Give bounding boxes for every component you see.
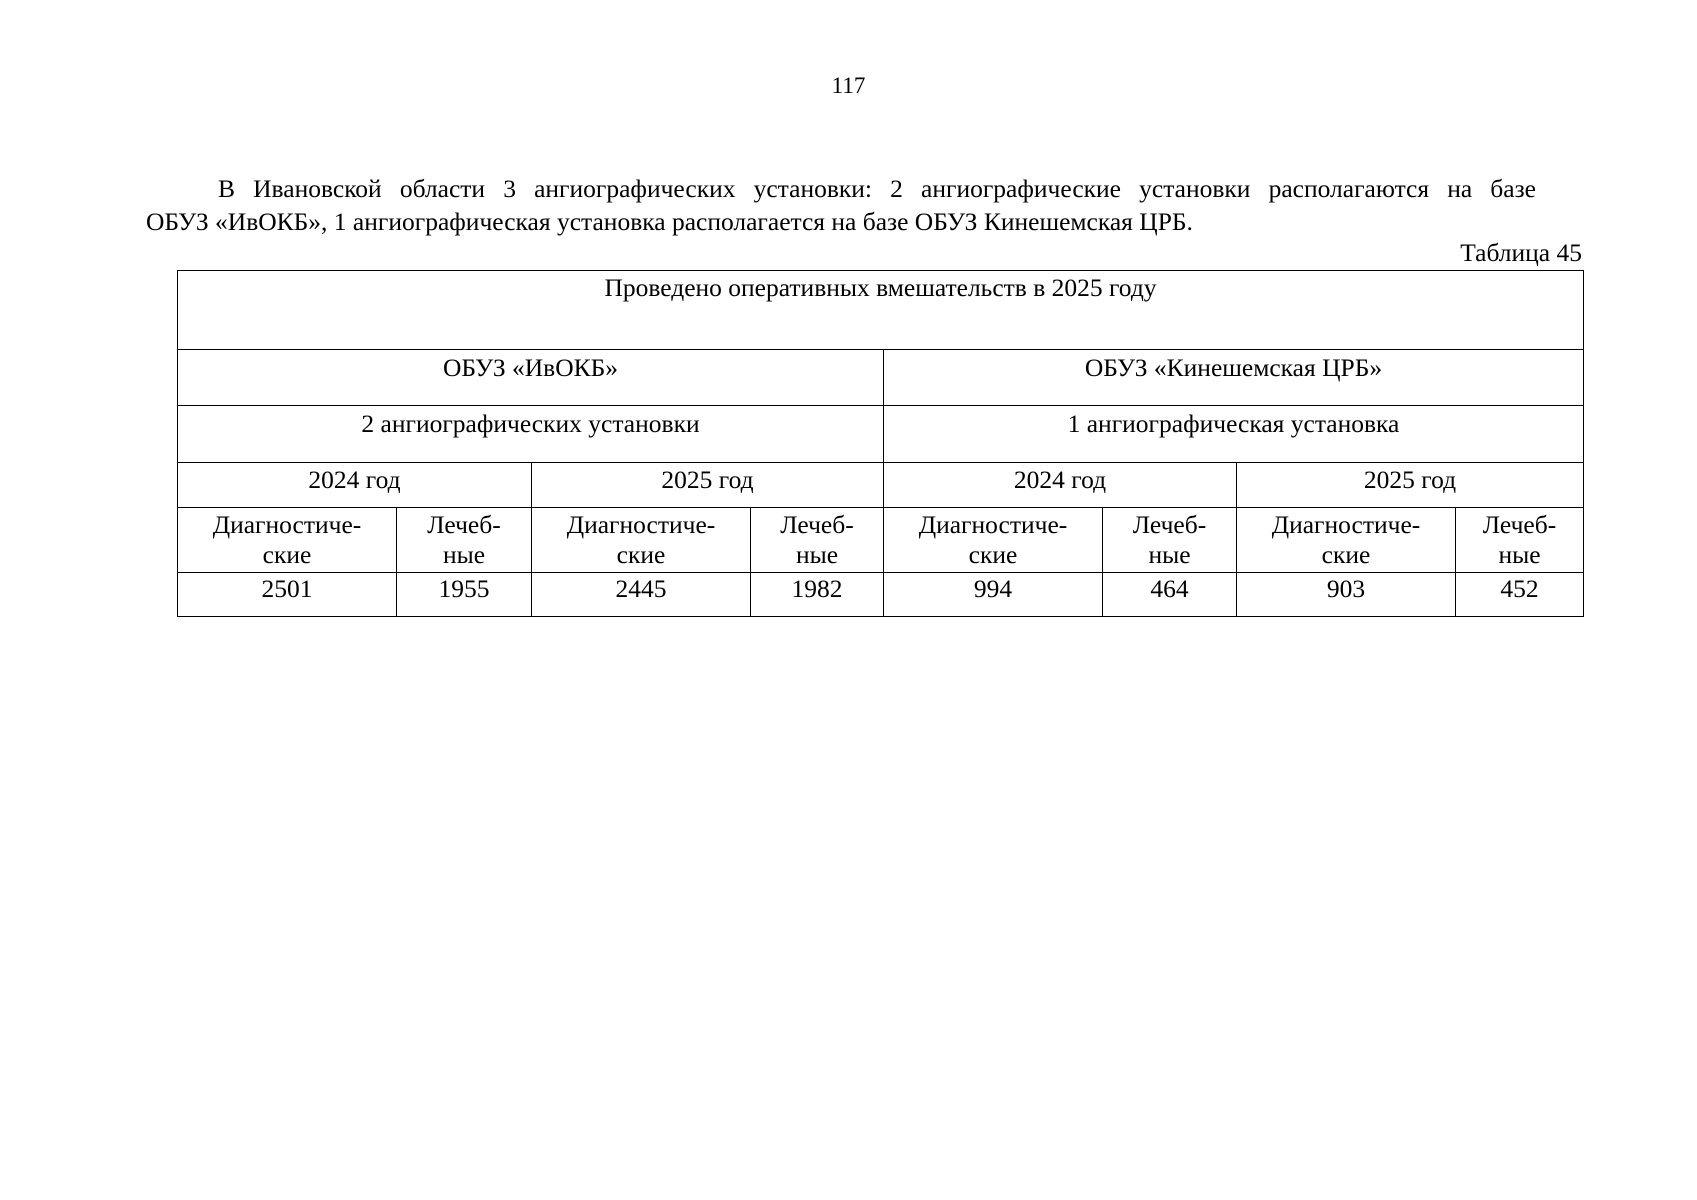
org-name-kineshma: ОБУЗ «Кинешемская ЦРБ»: [884, 350, 1584, 406]
value-cell: 1955: [397, 573, 532, 617]
header-line: Лечеб-: [1482, 510, 1557, 539]
header-line: ские: [968, 540, 1018, 569]
header-line: ские: [616, 540, 666, 569]
column-header-diagnostic: [884, 508, 1103, 573]
units-ivokb: 2 ангиографических установки: [178, 406, 884, 463]
value-cell: 994: [884, 573, 1103, 617]
value-cell: 2445: [532, 573, 751, 617]
column-header-diagnostic: [1237, 508, 1456, 573]
year-header: 2024 год: [178, 463, 532, 508]
header-line: Диагностиче-: [566, 510, 716, 539]
header-line: Диагностиче-: [918, 510, 1068, 539]
value-cell: 2501: [178, 573, 397, 617]
value-cell: 903: [1237, 573, 1456, 617]
column-header-therapeutic: [751, 508, 884, 573]
paragraph-line-2: ОБУЗ «ИвОКБ», 1 ангиографическая установка располагается на базе ОБУЗ Кинешемская ЦРБ.: [146, 207, 1193, 236]
column-header-diagnostic: [178, 508, 397, 573]
header-line: ные: [1148, 540, 1191, 569]
year-header: 2025 год: [1237, 463, 1584, 508]
value-cell: 452: [1456, 573, 1584, 617]
header-line: ные: [442, 540, 486, 569]
header-line: Диагностиче-: [1271, 510, 1421, 539]
units-kineshma: 1 ангиографическая установка: [884, 406, 1584, 463]
table-title: Проведено оперативных вмешательств в 2025 году: [178, 271, 1584, 350]
header-line: ские: [262, 540, 312, 569]
year-header: 2024 год: [884, 463, 1237, 508]
year-header: 2025 год: [532, 463, 884, 508]
table-row: [178, 573, 1584, 617]
header-line: ные: [1498, 540, 1541, 569]
header-line: Лечеб-: [427, 510, 501, 539]
header-line: Диагностиче-: [212, 510, 362, 539]
column-header-therapeutic: [397, 508, 532, 573]
column-header-diagnostic: [532, 508, 751, 573]
org-name-ivokb: ОБУЗ «ИвОКБ»: [178, 350, 884, 406]
value-cell: 464: [1103, 573, 1237, 617]
header-line: Лечеб-: [1132, 510, 1207, 539]
header-line: Лечеб-: [780, 510, 854, 539]
paragraph-line-1: В Ивановской области 3 ангиографических установки: 2 ангиографические установки располагаются на базе: [218, 174, 1536, 203]
angiography-table: [177, 270, 1584, 617]
column-header-therapeutic: [1103, 508, 1237, 573]
value-cell: 1982: [751, 573, 884, 617]
page-number: 117: [831, 73, 866, 98]
table-caption: Таблица 45: [1460, 238, 1582, 267]
header-line: ские: [1321, 540, 1371, 569]
column-header-therapeutic: [1456, 508, 1584, 573]
body-paragraph: [146, 172, 1536, 238]
header-line: ные: [795, 540, 839, 569]
